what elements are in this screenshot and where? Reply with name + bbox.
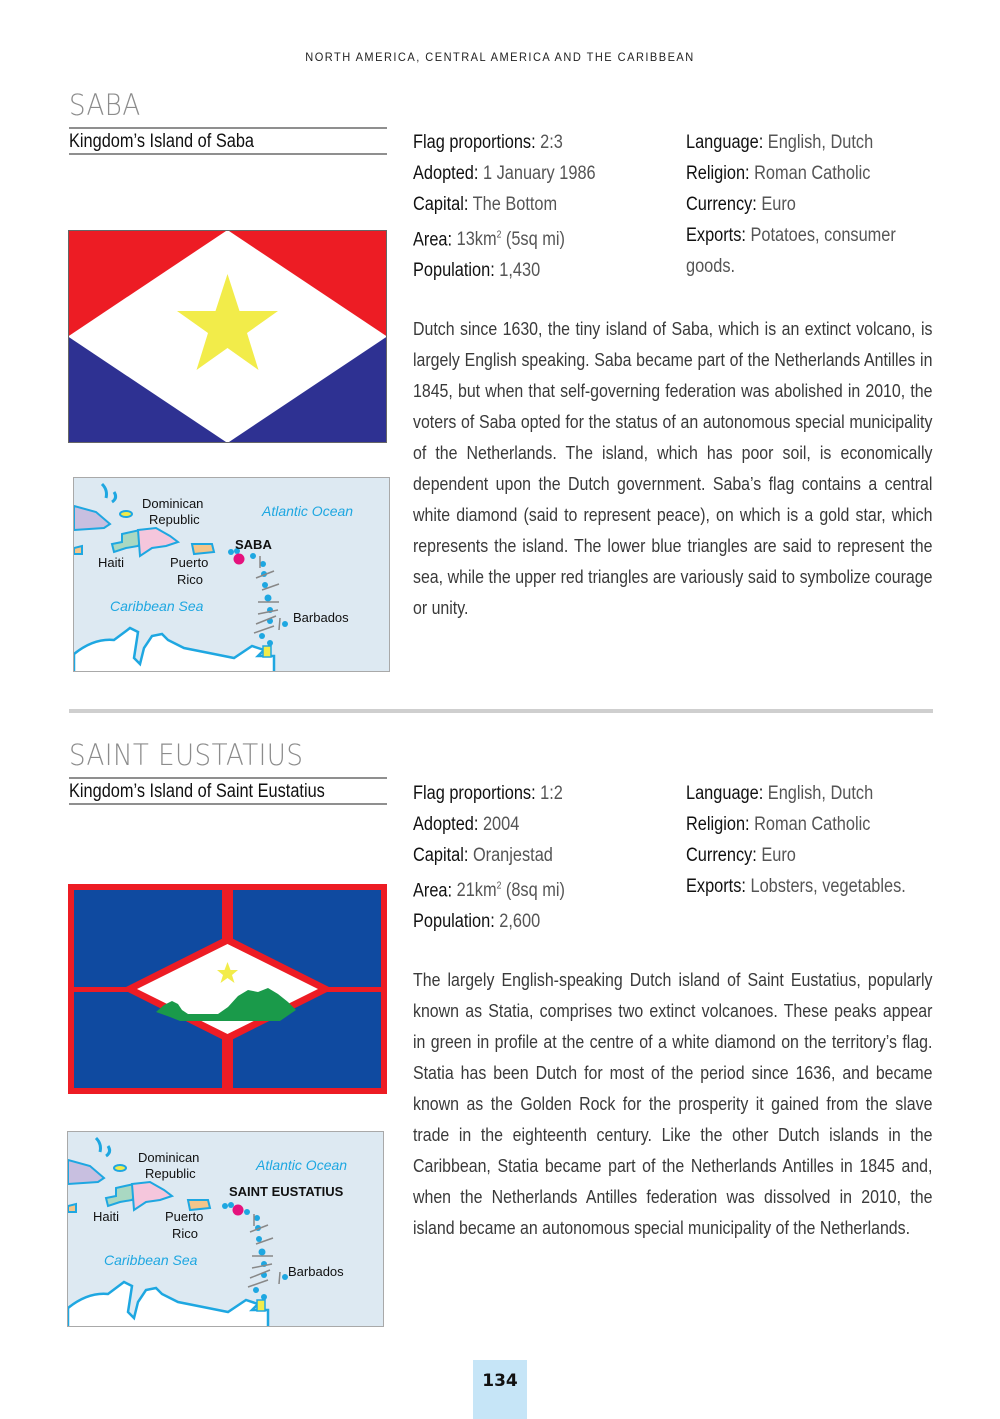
- description: [413, 313, 933, 623]
- fact-currency: Currency: Euro: [686, 194, 796, 215]
- facts-right: [686, 127, 930, 282]
- fact-flag-proportions: Flag proportions: 1:2: [413, 783, 563, 804]
- map-label-barbados: Barbados: [293, 610, 349, 625]
- map-label-highlight: SABA: [235, 537, 272, 552]
- country-title: SAINT EUSTATIUS: [69, 738, 304, 772]
- location-marker-icon: [234, 554, 245, 565]
- map-label-caribbean: Caribbean Sea: [110, 598, 204, 614]
- map-label-atlantic: Atlantic Ocean: [256, 1157, 348, 1173]
- locator-map-saint-eustatius: [67, 1131, 384, 1327]
- facts-left: [413, 778, 590, 937]
- official-name: [69, 127, 387, 155]
- running-head: NORTH AMERICA, CENTRAL AMERICA AND THE CARIBBEAN: [305, 50, 695, 64]
- location-marker-icon: [233, 1205, 244, 1216]
- flag-saba: [68, 230, 387, 443]
- page-number-tab: [473, 1360, 527, 1419]
- map-label-caribbean: Caribbean Sea: [104, 1252, 198, 1268]
- flag-saint-eustatius-graphic: [68, 884, 387, 1094]
- fact-exports: Exports: Potatoes, consumer: [686, 225, 896, 246]
- map-label-puerto: Puerto: [165, 1209, 204, 1224]
- fact-capital: Capital: The Bottom: [413, 194, 558, 215]
- fact-religion: Religion: Roman Catholic: [686, 814, 871, 835]
- fact-language: Language: English, Dutch: [686, 132, 874, 153]
- map-label-rico: Rico: [177, 572, 204, 587]
- fact-population: Population: 2,600: [413, 911, 541, 933]
- map-label-highlight: SAINT EUSTATIUS: [229, 1184, 344, 1199]
- fact-exports: Exports: Lobsters, vegetables.: [686, 876, 906, 897]
- official-name-text: Kingdom’s Island of Saint Eustatius: [69, 781, 325, 802]
- map-label-haiti: Haiti: [93, 1209, 120, 1224]
- map-label-republic: Republic: [149, 512, 200, 527]
- map-label-rico: Rico: [172, 1226, 199, 1241]
- facts-right: [686, 778, 942, 902]
- fact-population: Population: 1,430: [413, 260, 541, 282]
- map-label-haiti: Haiti: [98, 555, 125, 570]
- fact-flag-proportions: Flag proportions: 2:3: [413, 132, 563, 153]
- flag-saba-graphic: [68, 230, 387, 443]
- fact-exports-cont: goods.: [686, 256, 736, 277]
- flag-saint-eustatius: [68, 884, 387, 1094]
- section-divider: [69, 709, 933, 713]
- official-name-text: Kingdom’s Island of Saba: [69, 131, 255, 152]
- map-label-puerto: Puerto: [170, 555, 209, 570]
- official-name: [69, 777, 387, 805]
- description-text: Dutch since 1630, the tiny island of Saba, which is an extinct volcano, is largely English speaking. Saba became part of the Netherlands Antilles in 1845, but when that self-governing federation was abolished in 2010, the voters of Saba opted for the status of an autonomous special municipality of the Netherlands. The island, which has poor soil, is economically dependent upon the Dutch government. Saba’s flag contains a central white diamond (said to represent peace), on which is a gold star, which represents the island. The lower blue triangles are said to represent the sea, while the upper red triangles are variously said to symbolize courage or unity.: [413, 318, 933, 618]
- description-text: The largely English-speaking Dutch island of Saint Eustatius, popularly known as Statia, comprises two extinct volcanoes. These peaks appear in green in profile at the centre of a white diamond on the territory’s flag. Statia has been Dutch for most of the period since 1636, and became known as the Golden Rock for the prosperity it gained from the slave trade in the eighteenth century. Like the other Dutch islands in the Caribbean, Statia became part of the Netherlands Antilles in 1845 and, when the Netherlands Antilles federation was dissolved in 2010, the island became an autonomous special municipality of the Netherlands.: [413, 969, 933, 1238]
- fact-area: Area: $13km^2$ (5sq mi): [413, 229, 565, 251]
- fact-capital: Capital: Oranjestad: [413, 845, 553, 866]
- country-title: SABA: [69, 88, 141, 122]
- page-number: 134: [482, 1371, 518, 1391]
- map-label-dominican: Dominican: [142, 496, 204, 511]
- description: [413, 964, 933, 1243]
- fact-currency: Currency: Euro: [686, 845, 796, 866]
- fact-religion: Religion: Roman Catholic: [686, 163, 871, 184]
- map-label-dominican: Dominican: [138, 1150, 200, 1165]
- fact-language: Language: English, Dutch: [686, 783, 874, 804]
- fact-adopted: Adopted: 2004: [413, 814, 520, 835]
- map-label-barbados: Barbados: [288, 1264, 344, 1279]
- map-label-atlantic: Atlantic Ocean: [262, 503, 354, 519]
- fact-adopted: Adopted: 1 January 1986: [413, 163, 596, 184]
- facts-left: [413, 127, 625, 286]
- locator-map-saba: [73, 477, 390, 672]
- fact-area: Area: $21km^2$ (8sq mi): [413, 880, 565, 902]
- map-label-republic: Republic: [145, 1166, 196, 1181]
